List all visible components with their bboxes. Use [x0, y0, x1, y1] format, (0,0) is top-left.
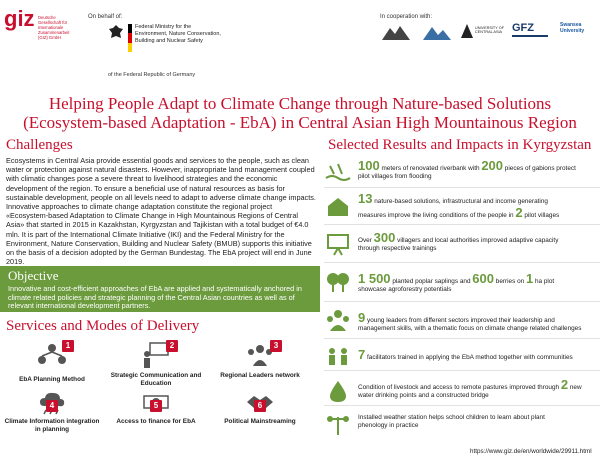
training-board-icon — [324, 231, 352, 257]
divider — [324, 301, 600, 302]
divider — [324, 405, 600, 406]
riverbank-icon — [324, 160, 352, 186]
objective-heading: Objective — [8, 268, 59, 283]
result-6: 7 facilitators trained in applying the EbA method together with communities — [358, 347, 573, 362]
title-line-1: Helping People Adapt to Climate Change through Nature-based Solutions — [48, 94, 552, 113]
service-number-5: 5 — [150, 400, 162, 412]
bmu-line-2: Environment, Nature Conservation, — [135, 31, 221, 37]
result-5: 9 young leaders from different sectors improved their leadership and management skills, with a thematic focus on climate change related challenges — [358, 310, 582, 332]
result-7: Condition of livestock and access to remote pastures improved through 2 new water drinking points and a constructed bridge — [358, 377, 582, 399]
divider — [324, 187, 600, 188]
giz-logo: giz Deutsche Gesellschaft für Internationale Zusammenarbeit (GIZ) GmbH — [4, 6, 70, 40]
facilitators-icon — [324, 343, 352, 369]
services-heading: Services and Modes of Delivery — [6, 318, 200, 334]
on-behalf-label: On behalf of: — [88, 14, 123, 20]
partner-logo-1 — [380, 22, 414, 56]
service-number-6: 6 — [254, 400, 266, 412]
divider — [324, 370, 600, 371]
service-number-2: 2 — [166, 340, 178, 352]
gfz-logo: GFZ — [512, 22, 552, 56]
partner-logos — [380, 22, 600, 62]
bmu-line-1: Federal Ministry for the — [135, 24, 192, 30]
house-icon — [324, 194, 352, 220]
leadership-icon — [324, 307, 352, 333]
divider — [324, 224, 600, 225]
results-heading: Selected Results and Impacts in Kyrgyzstan — [328, 137, 592, 153]
cooperation-label: In cooperation with: — [380, 14, 433, 20]
result-8: Installed weather station helps school children to learn about plant phenology in practice — [358, 414, 545, 429]
title-line-2: (Ecosystem-based Adaptation - EbA) in Central Asian High Mountainous Region — [23, 113, 577, 132]
service-number-1: 1 — [62, 340, 74, 352]
challenges-text: Ecosystems in Central Asia provide essential goods and services to the people, such as clean water or protection against natural disasters. However, inappropriate land management coupled with climatic changes pose a severe threat to livelihood strategies and the economic development of the region. To ensure a beneficial use of natural resources as basis for sustainable development, people on all levels need to adapt to adverse climate change impacts. Innovative approaches to climate change adaptation constitute the regional project «Ecosystem-based Adaptation to Climate Change in High Mountainous Regions of Central Asia» that started in 2015 in Kazakhstan, Kyrgyzstan and Tajikistan with a total budget of €4.0 mln. It is part of the International Climate Initiative (IKI) and the Federal Ministry for the Environment, Nature Conservation, Building and Nuclear Safety (BMUB) supports this initiative on the basis of a decision adopted by the German Bundestag. The EbA project will end in June 2019. — [6, 156, 316, 267]
trees-icon — [324, 269, 352, 295]
footer-url-link[interactable]: https://www.giz.de/en/worldwide/29911.html — [470, 448, 592, 455]
german-flag-bar — [128, 24, 132, 52]
result-4: 1 500 planted poplar saplings and 600 berries on 1 ha plot showcase agroforestry potentials — [358, 271, 555, 293]
federal-republic-label: of the Federal Republic of Germany — [108, 72, 196, 78]
result-1: 100 meters of renovated riverbank with 200 pieces of gabions protect pilot villages from flooding — [358, 158, 576, 180]
divider — [324, 262, 600, 263]
bmu-logo — [108, 24, 228, 62]
water-drop-icon — [324, 378, 352, 404]
result-2: 13 nature-based solutions, infrastructural and income generating measures improve the living conditions of the people in 2 pilot villages — [358, 191, 560, 220]
result-3: Over 300 villagers and local authorities improved adaptive capacity through respective trainings — [358, 230, 559, 252]
partner-logo-2 — [420, 22, 454, 56]
divider — [324, 338, 600, 339]
service-number-3: 3 — [270, 340, 282, 352]
challenges-heading: Challenges — [6, 137, 73, 153]
weather-station-icon — [324, 411, 352, 437]
page-title — [0, 94, 600, 132]
objective-text: Innovative and cost-efficient approaches of EbA are applied and systematically anchored in climate related policies and strategic planning of the Central Asian countries as well as of relevant international development partners. — [8, 284, 302, 311]
swansea-logo: Swansea University — [560, 22, 585, 34]
eagle-icon — [108, 24, 124, 46]
uca-logo: UNIVERSITY OF CENTRAL ASIA — [460, 22, 504, 56]
bmu-line-3: Building and Nuclear Safety — [135, 38, 203, 44]
service-number-4: 4 — [46, 400, 58, 412]
